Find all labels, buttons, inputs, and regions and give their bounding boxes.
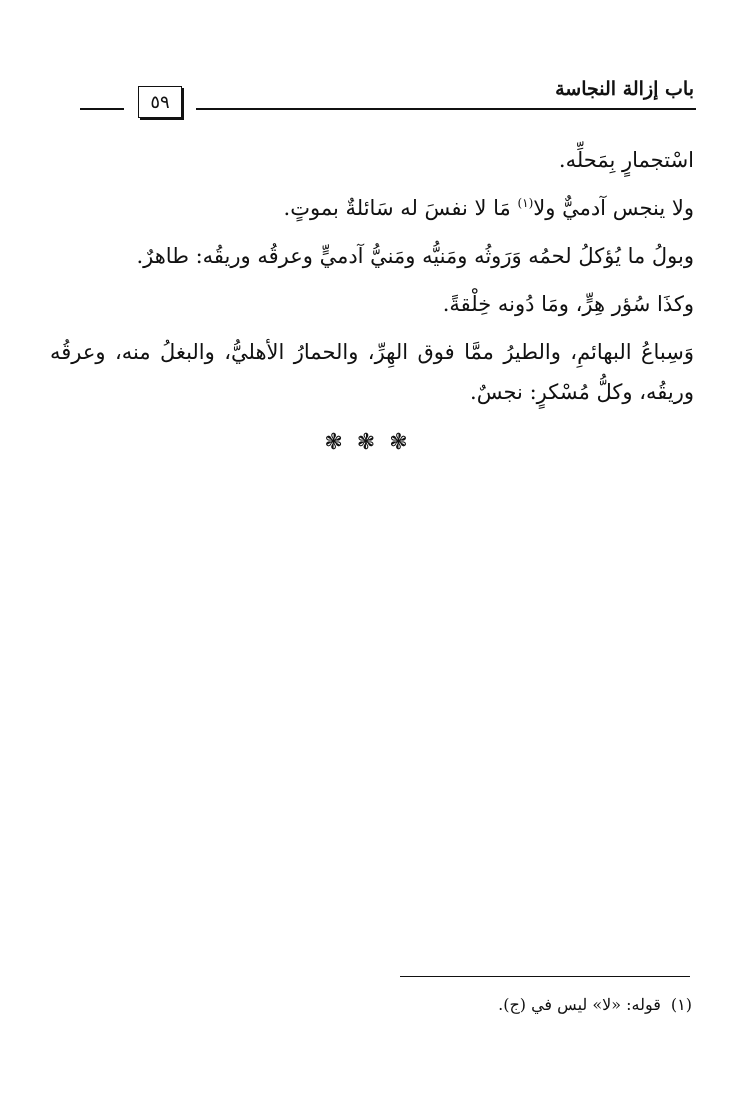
paragraph: وكذَا سُؤر هِرٍّ، ومَا دُونه خِلْقةً. bbox=[442, 292, 694, 316]
paragraph: وَسِباعُ البهائمِ، والطيرُ ممَّا فوق الهِرِّ، والحمارُ الأهليُّ، والبغلُ منه، وعرقُه وريقُه، وكلُّ مُسْكرٍ: نجسٌ. bbox=[50, 340, 694, 404]
main-text bbox=[50, 140, 694, 420]
footnote-text: قوله: «لا» ليس في (ج). bbox=[498, 995, 661, 1014]
footnote bbox=[498, 995, 692, 1014]
paragraph-segment: ولا ينجس آدميٌّ ولا bbox=[533, 196, 694, 220]
paragraph: وبولُ ما يُؤكلُ لحمُه وَرَوثُه ومَنيُّه ومَنيُّ آدميٍّ وعرقُه وريقُه: طاهرٌ. bbox=[136, 244, 694, 268]
footnote-reference: (١) bbox=[517, 196, 534, 210]
footnote-rule bbox=[400, 976, 690, 977]
footnote-number: (١) bbox=[670, 995, 692, 1014]
paragraph: اسْتجمارٍ بِمَحلِّه. bbox=[558, 148, 694, 172]
chapter-title: باب إزالة النجاسة bbox=[555, 78, 694, 100]
section-separator: ❃❃❃ bbox=[324, 430, 422, 455]
page-number: ٥٩ bbox=[138, 86, 182, 118]
paragraph-segment: مَا لا نفسَ له سَائلةٌ بموتٍ. bbox=[283, 196, 518, 220]
header-rule-left bbox=[80, 108, 124, 110]
header-rule bbox=[196, 108, 696, 110]
paragraph bbox=[50, 188, 694, 228]
